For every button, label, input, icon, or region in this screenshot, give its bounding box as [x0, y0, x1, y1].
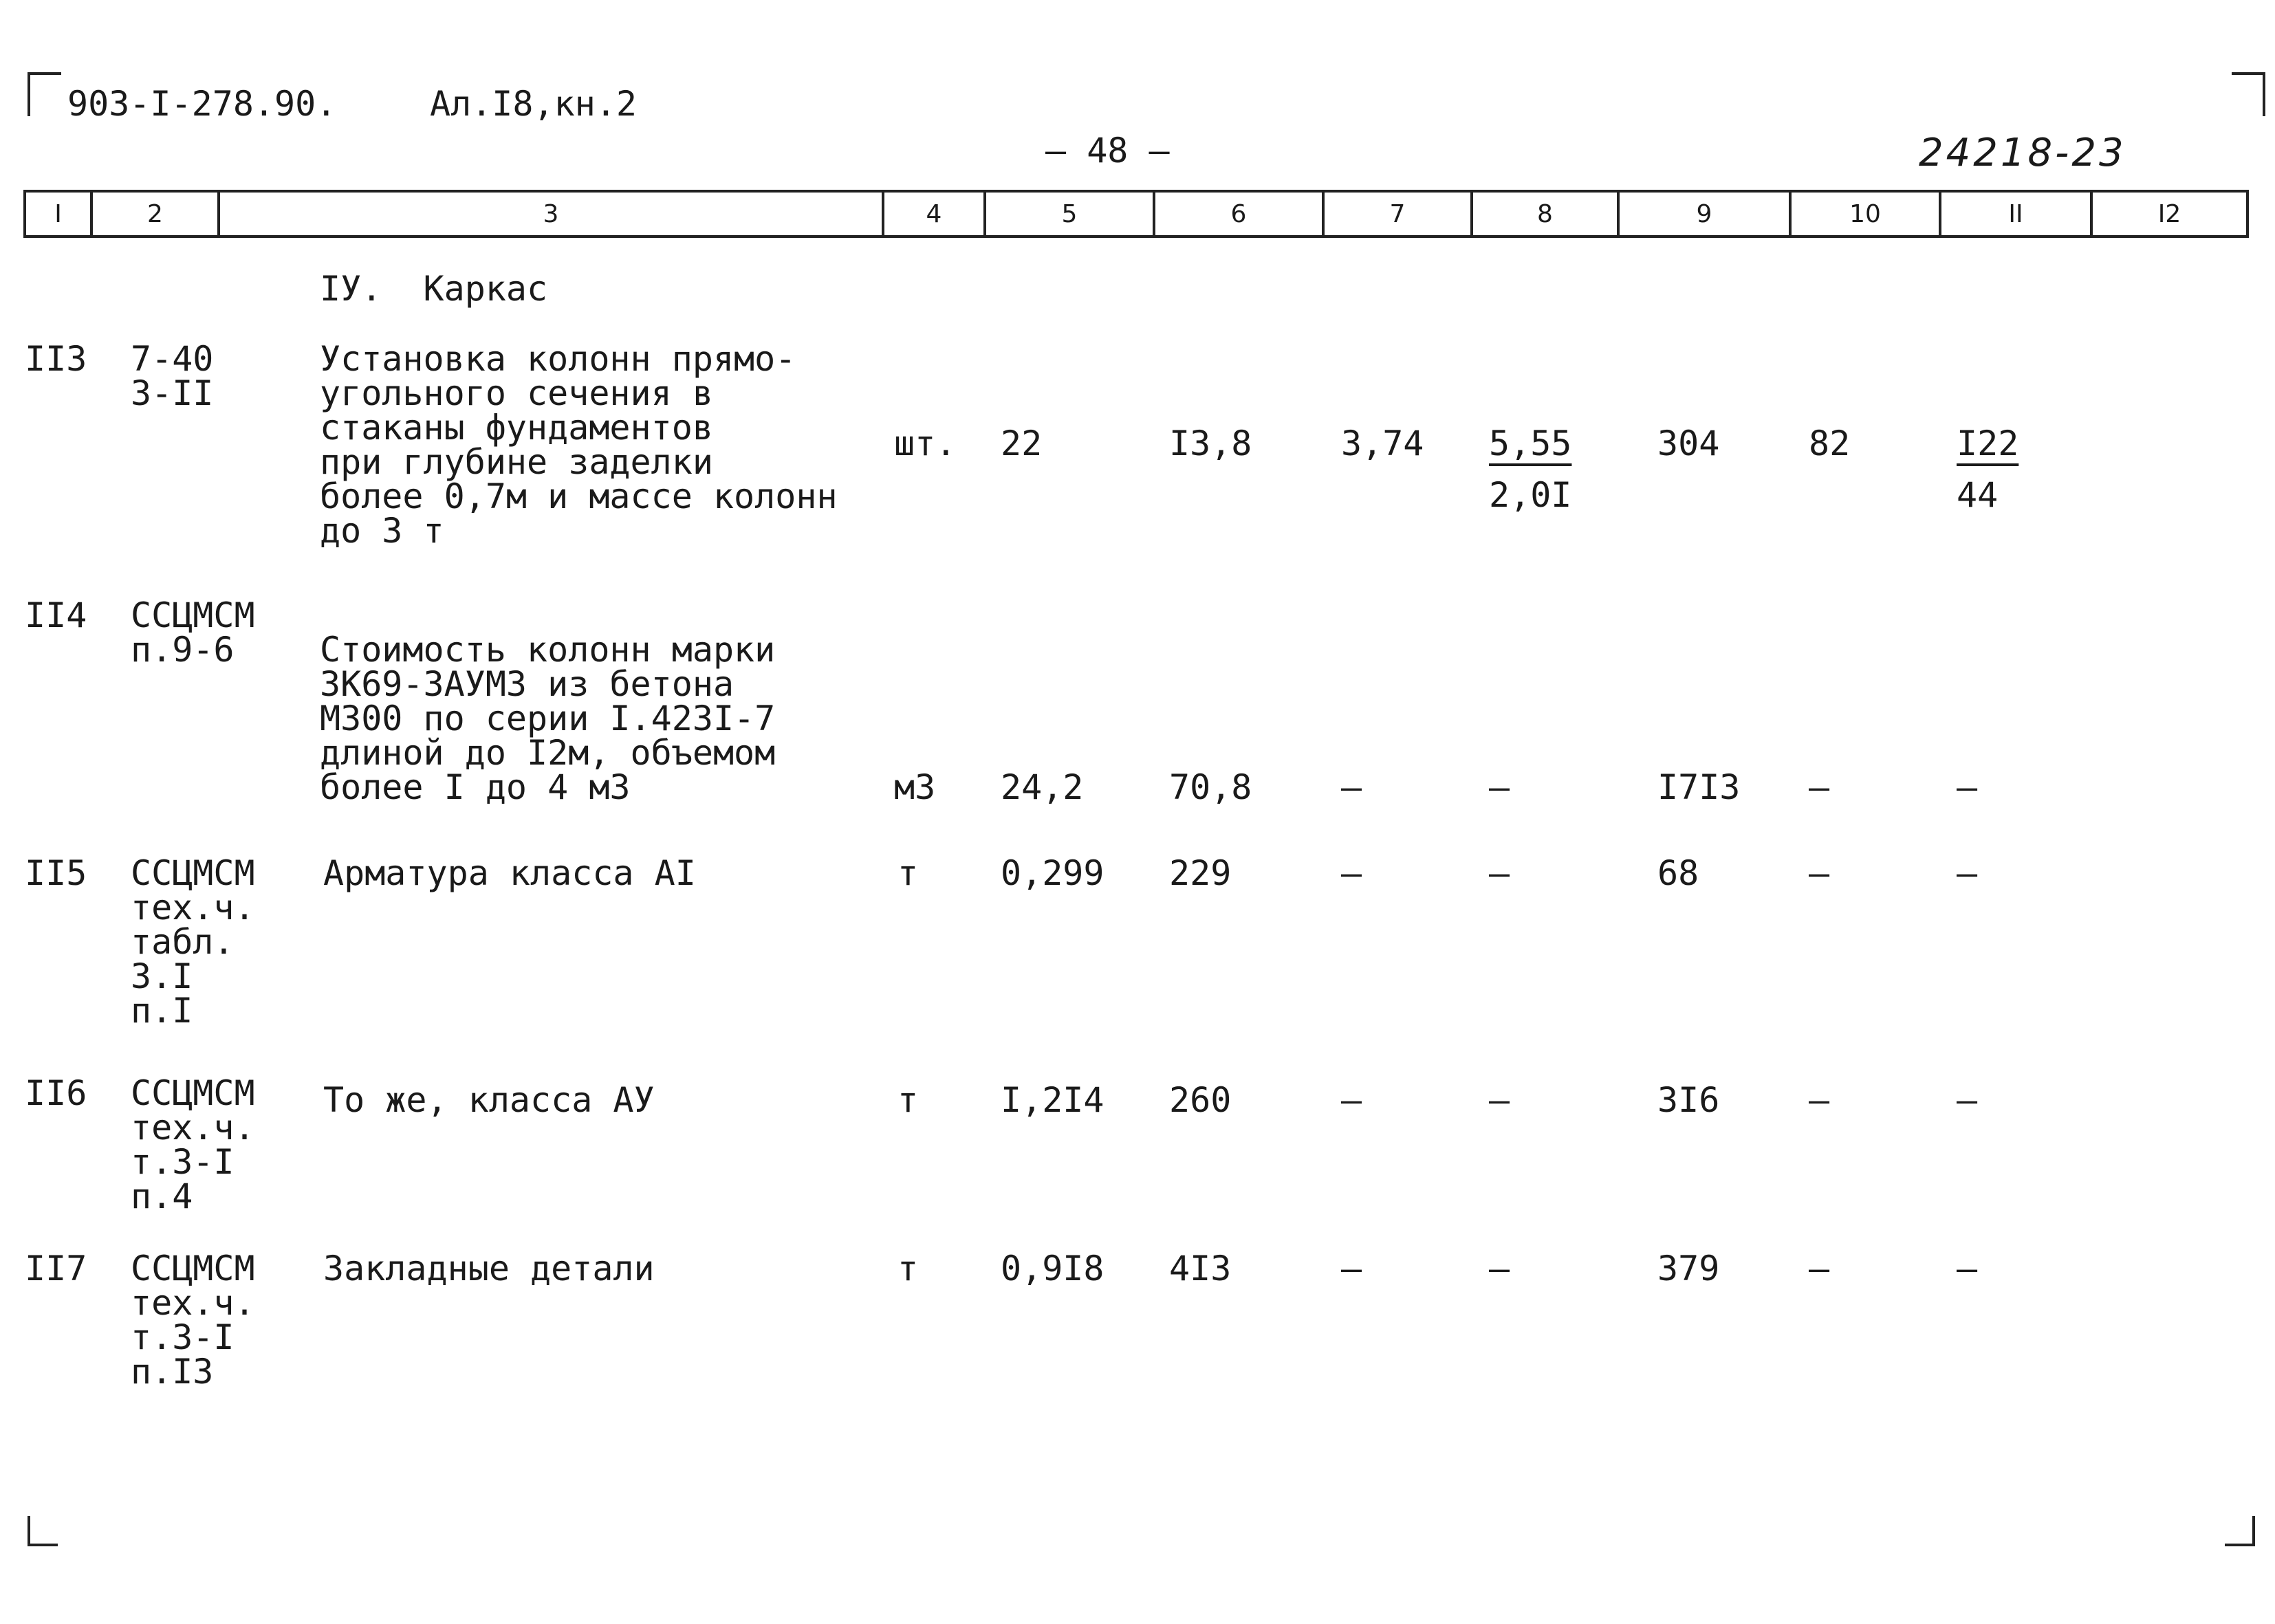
column-number: 9 [1620, 193, 1792, 235]
row-reference: тех.ч. [131, 1283, 255, 1323]
row-number: II3 [25, 339, 87, 379]
row-col6: 70,8 [1169, 767, 1252, 807]
row-col8-top: 5,55 [1489, 424, 1572, 463]
row-description: Закладные детали [323, 1249, 655, 1288]
row-col7: – [1341, 1249, 1362, 1288]
column-number: I [26, 193, 93, 235]
row-reference: табл. [131, 922, 235, 962]
row-col11-top: I22 [1957, 424, 2019, 463]
row-col6: 260 [1169, 1080, 1232, 1120]
row-col9: 379 [1657, 1249, 1720, 1288]
row-col10: – [1809, 1249, 1830, 1288]
row-col9: 3I6 [1657, 1080, 1720, 1120]
handwritten-stamp: 24218-23 [1919, 131, 2126, 175]
row-unit: т [897, 1249, 919, 1288]
row-reference: 3.I [131, 956, 193, 996]
row-col9: 304 [1657, 424, 1720, 463]
corner-mark-top-left [28, 72, 61, 116]
row-quantity: I,2I4 [1001, 1080, 1104, 1120]
row-col7: – [1341, 767, 1362, 807]
row-col11: – [1957, 1080, 1978, 1120]
column-number: II [1941, 193, 2093, 235]
column-number: 10 [1792, 193, 1941, 235]
row-unit: шт. [894, 424, 957, 463]
row-description: длиной до I2м, объемом [320, 733, 776, 773]
row-number: II5 [25, 853, 87, 893]
column-number: 3 [220, 193, 884, 235]
row-reference: п.9-6 [131, 630, 235, 670]
row-reference: ССЦМСМ [131, 1073, 255, 1113]
row-reference: 3-II [131, 373, 214, 413]
row-col10: 82 [1809, 424, 1851, 463]
row-description: Стоимость колонн марки [320, 630, 776, 670]
row-reference: т.3-I [131, 1142, 235, 1182]
row-col9: I7I3 [1657, 767, 1741, 807]
row-col8: – [1489, 1080, 1510, 1120]
row-quantity: 24,2 [1001, 767, 1084, 807]
row-reference: т.3-I [131, 1317, 235, 1357]
row-number: II4 [25, 595, 87, 635]
column-number: 5 [986, 193, 1155, 235]
row-quantity: 0,9I8 [1001, 1249, 1104, 1288]
row-col10: – [1809, 853, 1830, 893]
row-description: более I до 4 м3 [320, 767, 631, 807]
row-description: То же, класса АУ [323, 1080, 655, 1120]
row-reference: 7-40 [131, 339, 214, 379]
row-col7: – [1341, 1080, 1362, 1120]
row-description: более 0,7м и массе колонн [320, 476, 838, 516]
row-col6: I3,8 [1169, 424, 1252, 463]
row-unit: т [897, 1080, 919, 1120]
corner-mark-top-right [2232, 72, 2265, 116]
row-col8: – [1489, 767, 1510, 807]
row-col11: – [1957, 1249, 1978, 1288]
corner-mark-bottom-right [2225, 1516, 2255, 1546]
row-reference: ССЦМСМ [131, 853, 255, 893]
row-col7: – [1341, 853, 1362, 893]
row-col6: 4I3 [1169, 1249, 1232, 1288]
row-reference: ССЦМСМ [131, 595, 255, 635]
row-reference: ССЦМСМ [131, 1249, 255, 1288]
row-quantity: 0,299 [1001, 853, 1104, 893]
row-reference: п.I [131, 991, 193, 1031]
document-code: 903-I-278.90. [67, 84, 337, 124]
section-title: IУ. Каркас [320, 269, 548, 309]
row-reference: п.4 [131, 1176, 193, 1216]
row-number: II6 [25, 1073, 87, 1113]
row-col11: – [1957, 853, 1978, 893]
row-unit: т [897, 853, 919, 893]
column-number: I2 [2157, 199, 2181, 228]
row-unit: м3 [894, 767, 936, 807]
page-number: — 48 — [1045, 131, 1170, 171]
column-number: 4 [884, 193, 986, 235]
row-col8-bottom: 2,0I [1489, 475, 1572, 515]
column-number: 6 [1155, 193, 1325, 235]
row-number: II7 [25, 1249, 87, 1288]
row-col10: – [1809, 1080, 1830, 1120]
row-description: Арматура класса АI [323, 853, 696, 893]
column-number: 2 [93, 193, 220, 235]
row-col7: 3,74 [1341, 424, 1424, 463]
row-col11: – [1957, 767, 1978, 807]
row-reference: тех.ч. [131, 888, 255, 928]
row-quantity: 22 [1001, 424, 1043, 463]
corner-mark-bottom-left [28, 1516, 58, 1546]
column-number-header [23, 190, 2249, 238]
row-reference: тех.ч. [131, 1108, 255, 1148]
row-description: 3К69-3АУМ3 из бетона [320, 664, 734, 704]
row-description: Установка колонн прямо- [320, 339, 796, 379]
row-col8: – [1489, 1249, 1510, 1288]
column-number: 7 [1325, 193, 1473, 235]
row-description: угольного сечения в [320, 373, 713, 413]
album-reference: Ал.I8,кн.2 [430, 84, 638, 124]
row-col9: 68 [1657, 853, 1699, 893]
row-description: до 3 т [320, 511, 444, 551]
row-col8: – [1489, 853, 1510, 893]
row-col11-bottom: 44 [1957, 475, 1999, 515]
row-description: М300 по серии I.423I-7 [320, 699, 776, 738]
row-col6: 229 [1169, 853, 1232, 893]
row-col10: – [1809, 767, 1830, 807]
row-reference: п.I3 [131, 1352, 214, 1392]
row-description: стаканы фундаментов [320, 408, 713, 448]
column-number: 8 [1473, 193, 1620, 235]
row-description: при глубине заделки [320, 442, 713, 482]
